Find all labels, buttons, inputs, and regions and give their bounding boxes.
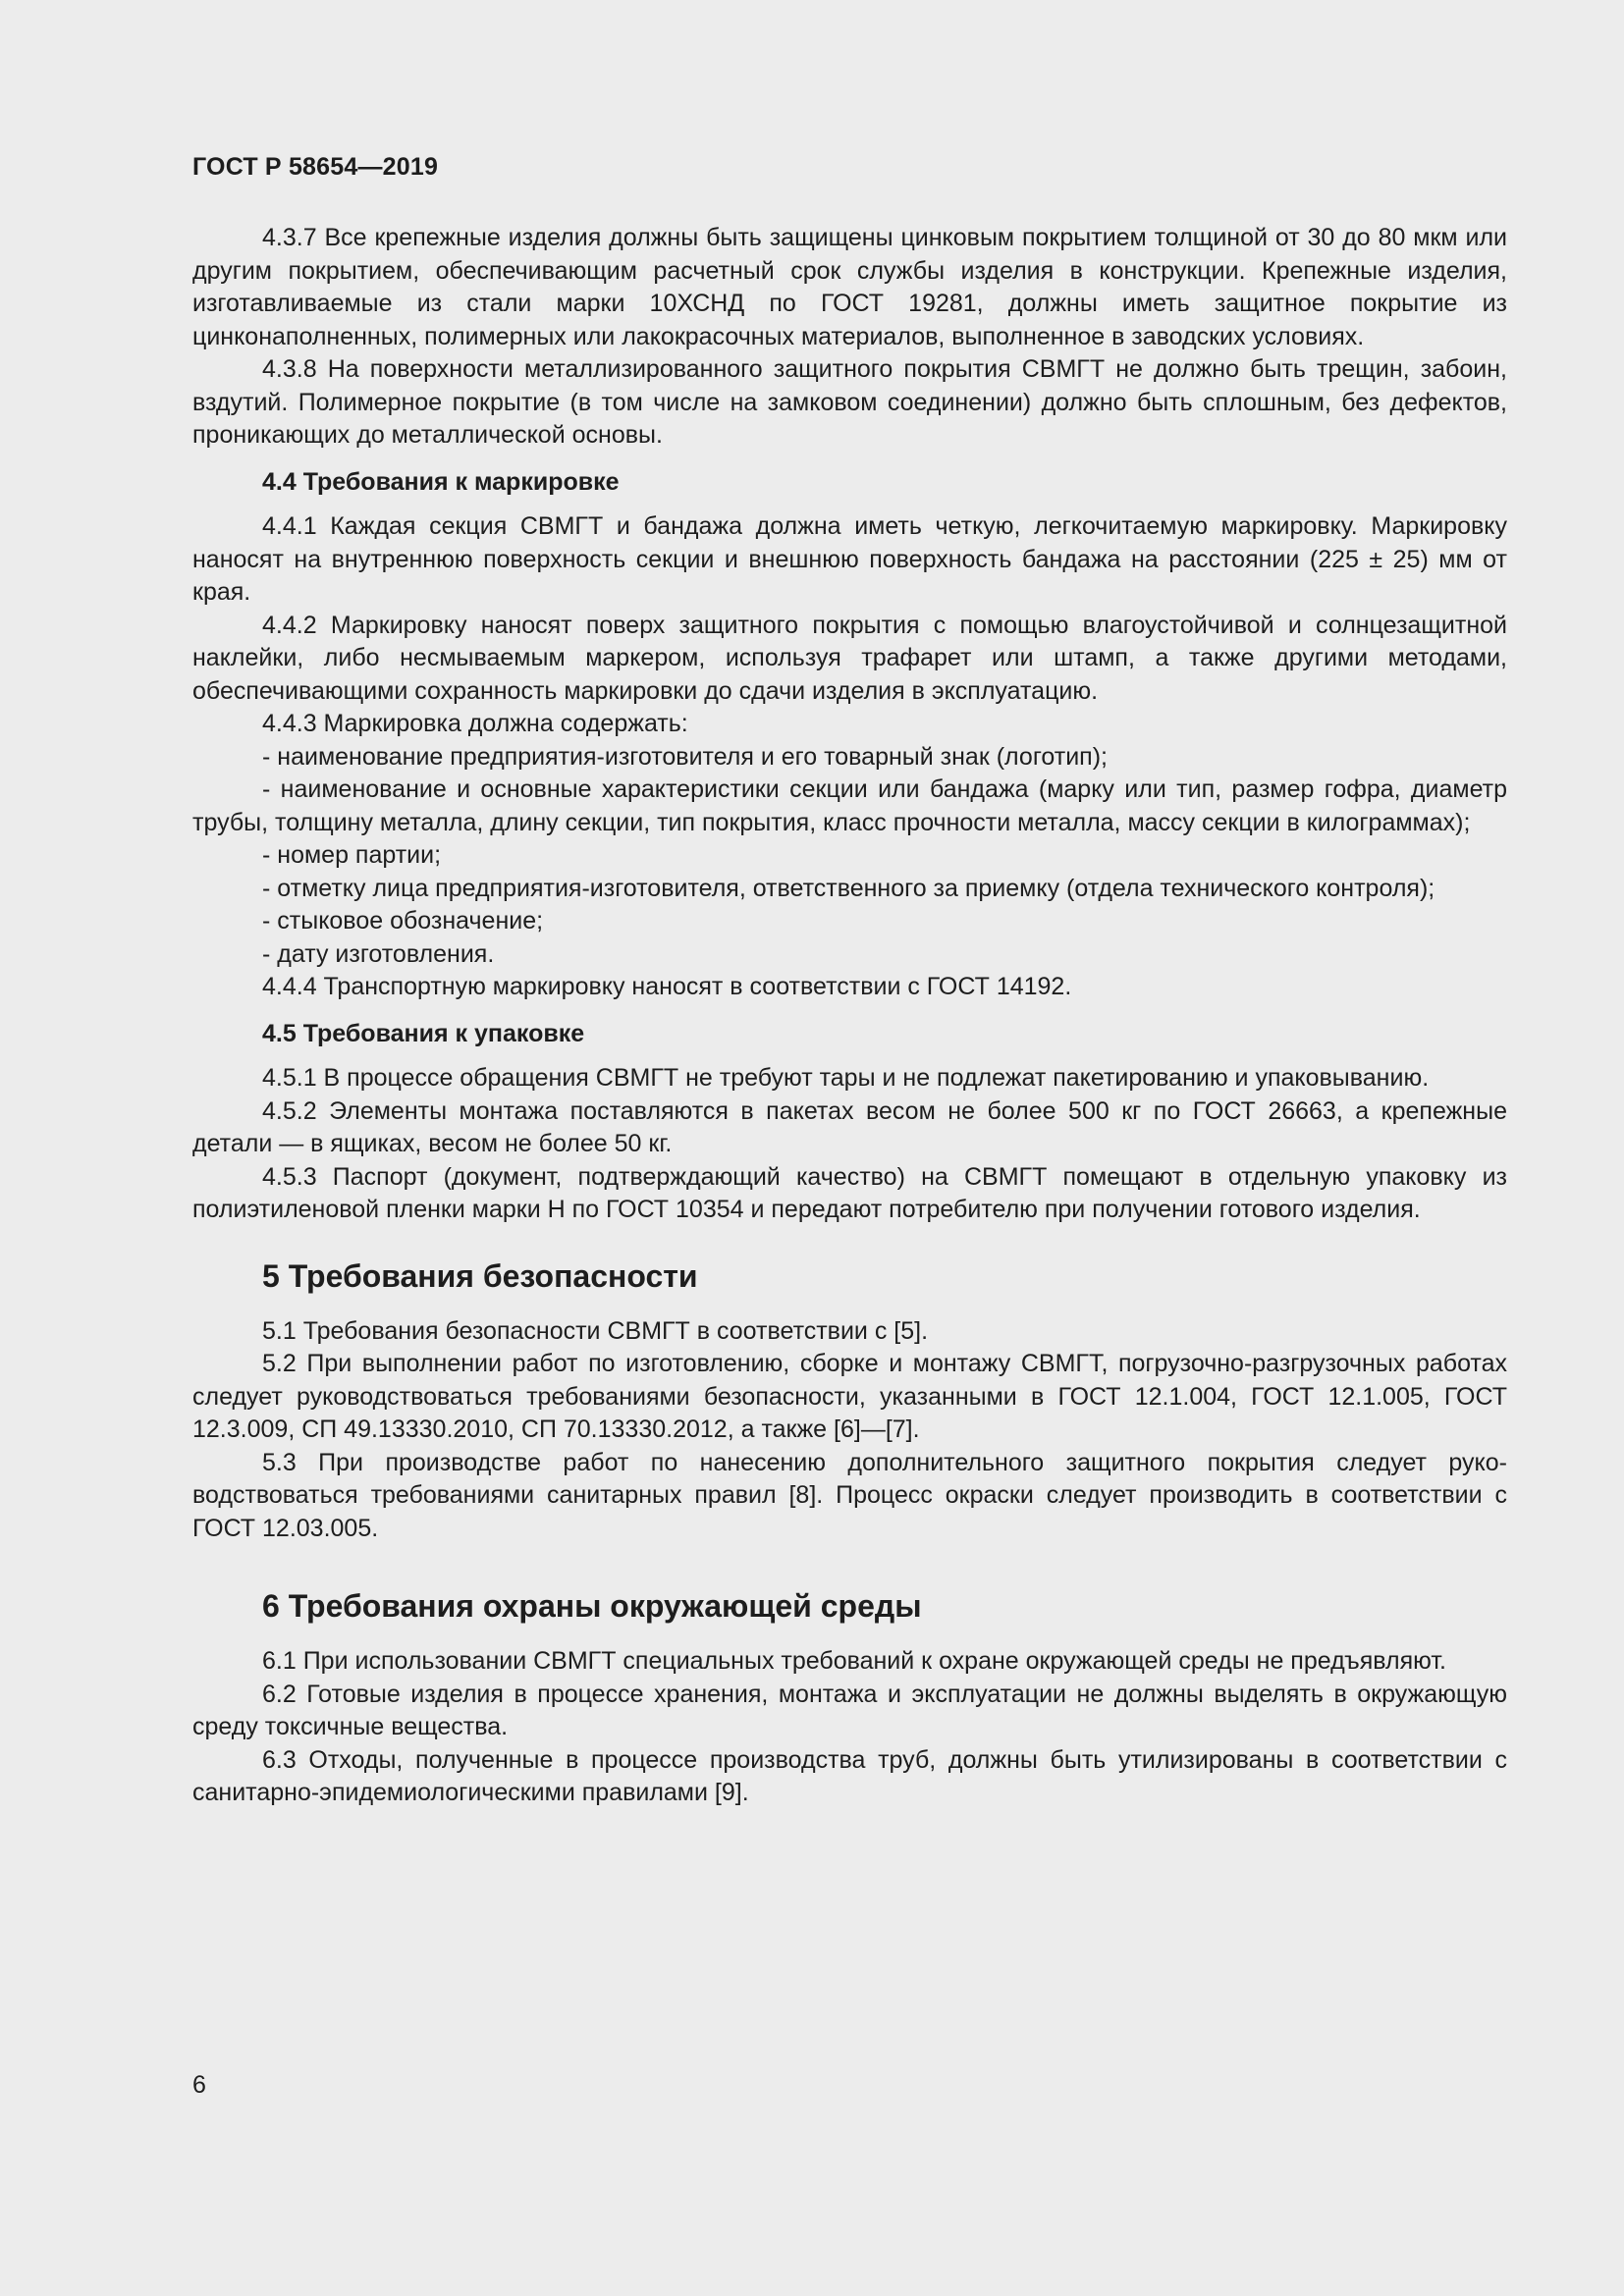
paragraph-4-4-3: 4.4.3 Маркировка должна содержать: — [262, 710, 688, 737]
subsection-heading-4-5: 4.5 Требования к упаковке — [262, 1019, 585, 1047]
list-item-characteristics: - наименование и основные характеристики секции или бандажа (марку или тип, размер гофра, диаметр трубы, толщину металла, длину секции, тип покрытия, класс прочности металла, массу секции в килограммах); — [192, 775, 1507, 836]
list-item-batch: - номер партии; — [262, 841, 442, 869]
paragraph-4-5-3: 4.5.3 Паспорт (документ, подтверждающий качество) на СВМГТ помещают в отдельную упаковку из полиэтиленовой пленки марки Н по ГОСТ 10354 и передают потребителю при получении готового изделия. — [192, 1162, 1507, 1223]
list-item-joint-mark: - стыковое обозначение; — [262, 907, 544, 934]
paragraph-4-4-2: 4.4.2 Маркировку наносят поверх защитного покрытия с помощью влагоустойчивой и солнцезащитной наклейки, либо несмываемым маркером, используя трафарет или штамп, а также другими методами, обеспечивающими сохранность маркировки до сдачи изделия в эксплуатацию. — [192, 611, 1507, 705]
list-item-date: - дату изготовления. — [262, 939, 495, 968]
paragraph-4-3-7: 4.3.7 Все крепежные изделия должны быть защищены цинковым покрытием толщиной от 30 до 80 мкм или другим покрытием, обеспечивающим расчетный срок службы изделия в конструкции. Крепежные изделия, изготавливаемые из стали марки 10ХСНД по ГОСТ 19281, должны иметь защитное покрытие из цинконаполненных, полимерных или лакокрасочных материалов, выполненное в заводских условиях. — [192, 224, 1507, 350]
paragraph-5-3: 5.3 При производстве работ по нанесению дополнительного защитного покрытия следует руководствоваться требованиями санитарных правил [8]. Процесс окраски следует производить в соответствии с ГОСТ 12.03.005. — [192, 1448, 1507, 1542]
paragraph-4-5-2: 4.5.2 Элементы монтажа поставляются в пакетах весом не более 500 кг по ГОСТ 26663, а крепежные детали — в ящиках, весом не более 50 кг. — [192, 1096, 1507, 1157]
paragraph-5-2: 5.2 При выполнении работ по изготовлению, сборке и монтажу СВМГТ, погрузочно-разгрузочных работах следует руководствоваться требованиями безопасности, указанными в ГОСТ 12.1.004, ГОСТ 12.1.005, ГОСТ 12.3.009, СП 49.13330.2010, СП 70.13330.2012, а также [6]—[7]. — [192, 1350, 1507, 1443]
list-item-inspector: - отметку лица предприятия-изготовителя, ответственного за приемку (отдела технического контроля); — [262, 874, 1435, 902]
paragraph-6-1: 6.1 При использовании СВМГТ специальных требований к охране окружающей среды не предъявляют. — [262, 1647, 1446, 1675]
subsection-heading-4-4: 4.4 Требования к маркировке — [262, 467, 620, 496]
document-header: ГОСТ Р 58654—2019 — [192, 153, 439, 181]
paragraph-4-4-1: 4.4.1 Каждая секция СВМГТ и бандажа должна иметь четкую, легкочитаемую маркировку. Маркировку наносят на внутреннюю поверхность секции и внешнюю поверхность бандажа на расстоянии (225 ± 25) мм от края. — [192, 512, 1507, 606]
list-item-manufacturer: - наименование предприятия-изготовителя и его товарный знак (логотип); — [262, 742, 1108, 771]
paragraph-4-3-8: 4.3.8 На поверхности металлизированного защитного покрытия СВМГТ не должно быть трещин, забоин, вздутий. Полимерное покрытие (в том числе на замковом соединении) должно быть сплошным, без дефектов, проникающих до металлической основы. — [192, 355, 1507, 449]
section-heading-5: 5 Требования безопасности — [262, 1257, 698, 1294]
paragraph-6-3: 6.3 Отходы, полученные в процессе производства труб, должны быть утилизированы в соответствии с санитарно-эпидемиологическими правилами [9]. — [192, 1745, 1507, 1806]
paragraph-6-2: 6.2 Готовые изделия в процессе хранения, монтажа и эксплуатации не должны выделять в окружающую среду токсичные вещества. — [192, 1680, 1507, 1740]
page-number: 6 — [192, 2071, 206, 2099]
section-heading-6: 6 Требования охраны окружающей среды — [262, 1588, 922, 1624]
document-body — [192, 222, 1507, 1810]
paragraph-5-1: 5.1 Требования безопасности СВМГТ в соответствии с [5]. — [262, 1316, 929, 1345]
paragraph-4-5-1: 4.5.1 В процессе обращения СВМГТ не требуют тары и не подлежат пакетированию и упаковыванию. — [262, 1064, 1430, 1092]
paragraph-4-4-4: 4.4.4 Транспортную маркировку наносят в соответствии с ГОСТ 14192. — [262, 973, 1072, 1000]
